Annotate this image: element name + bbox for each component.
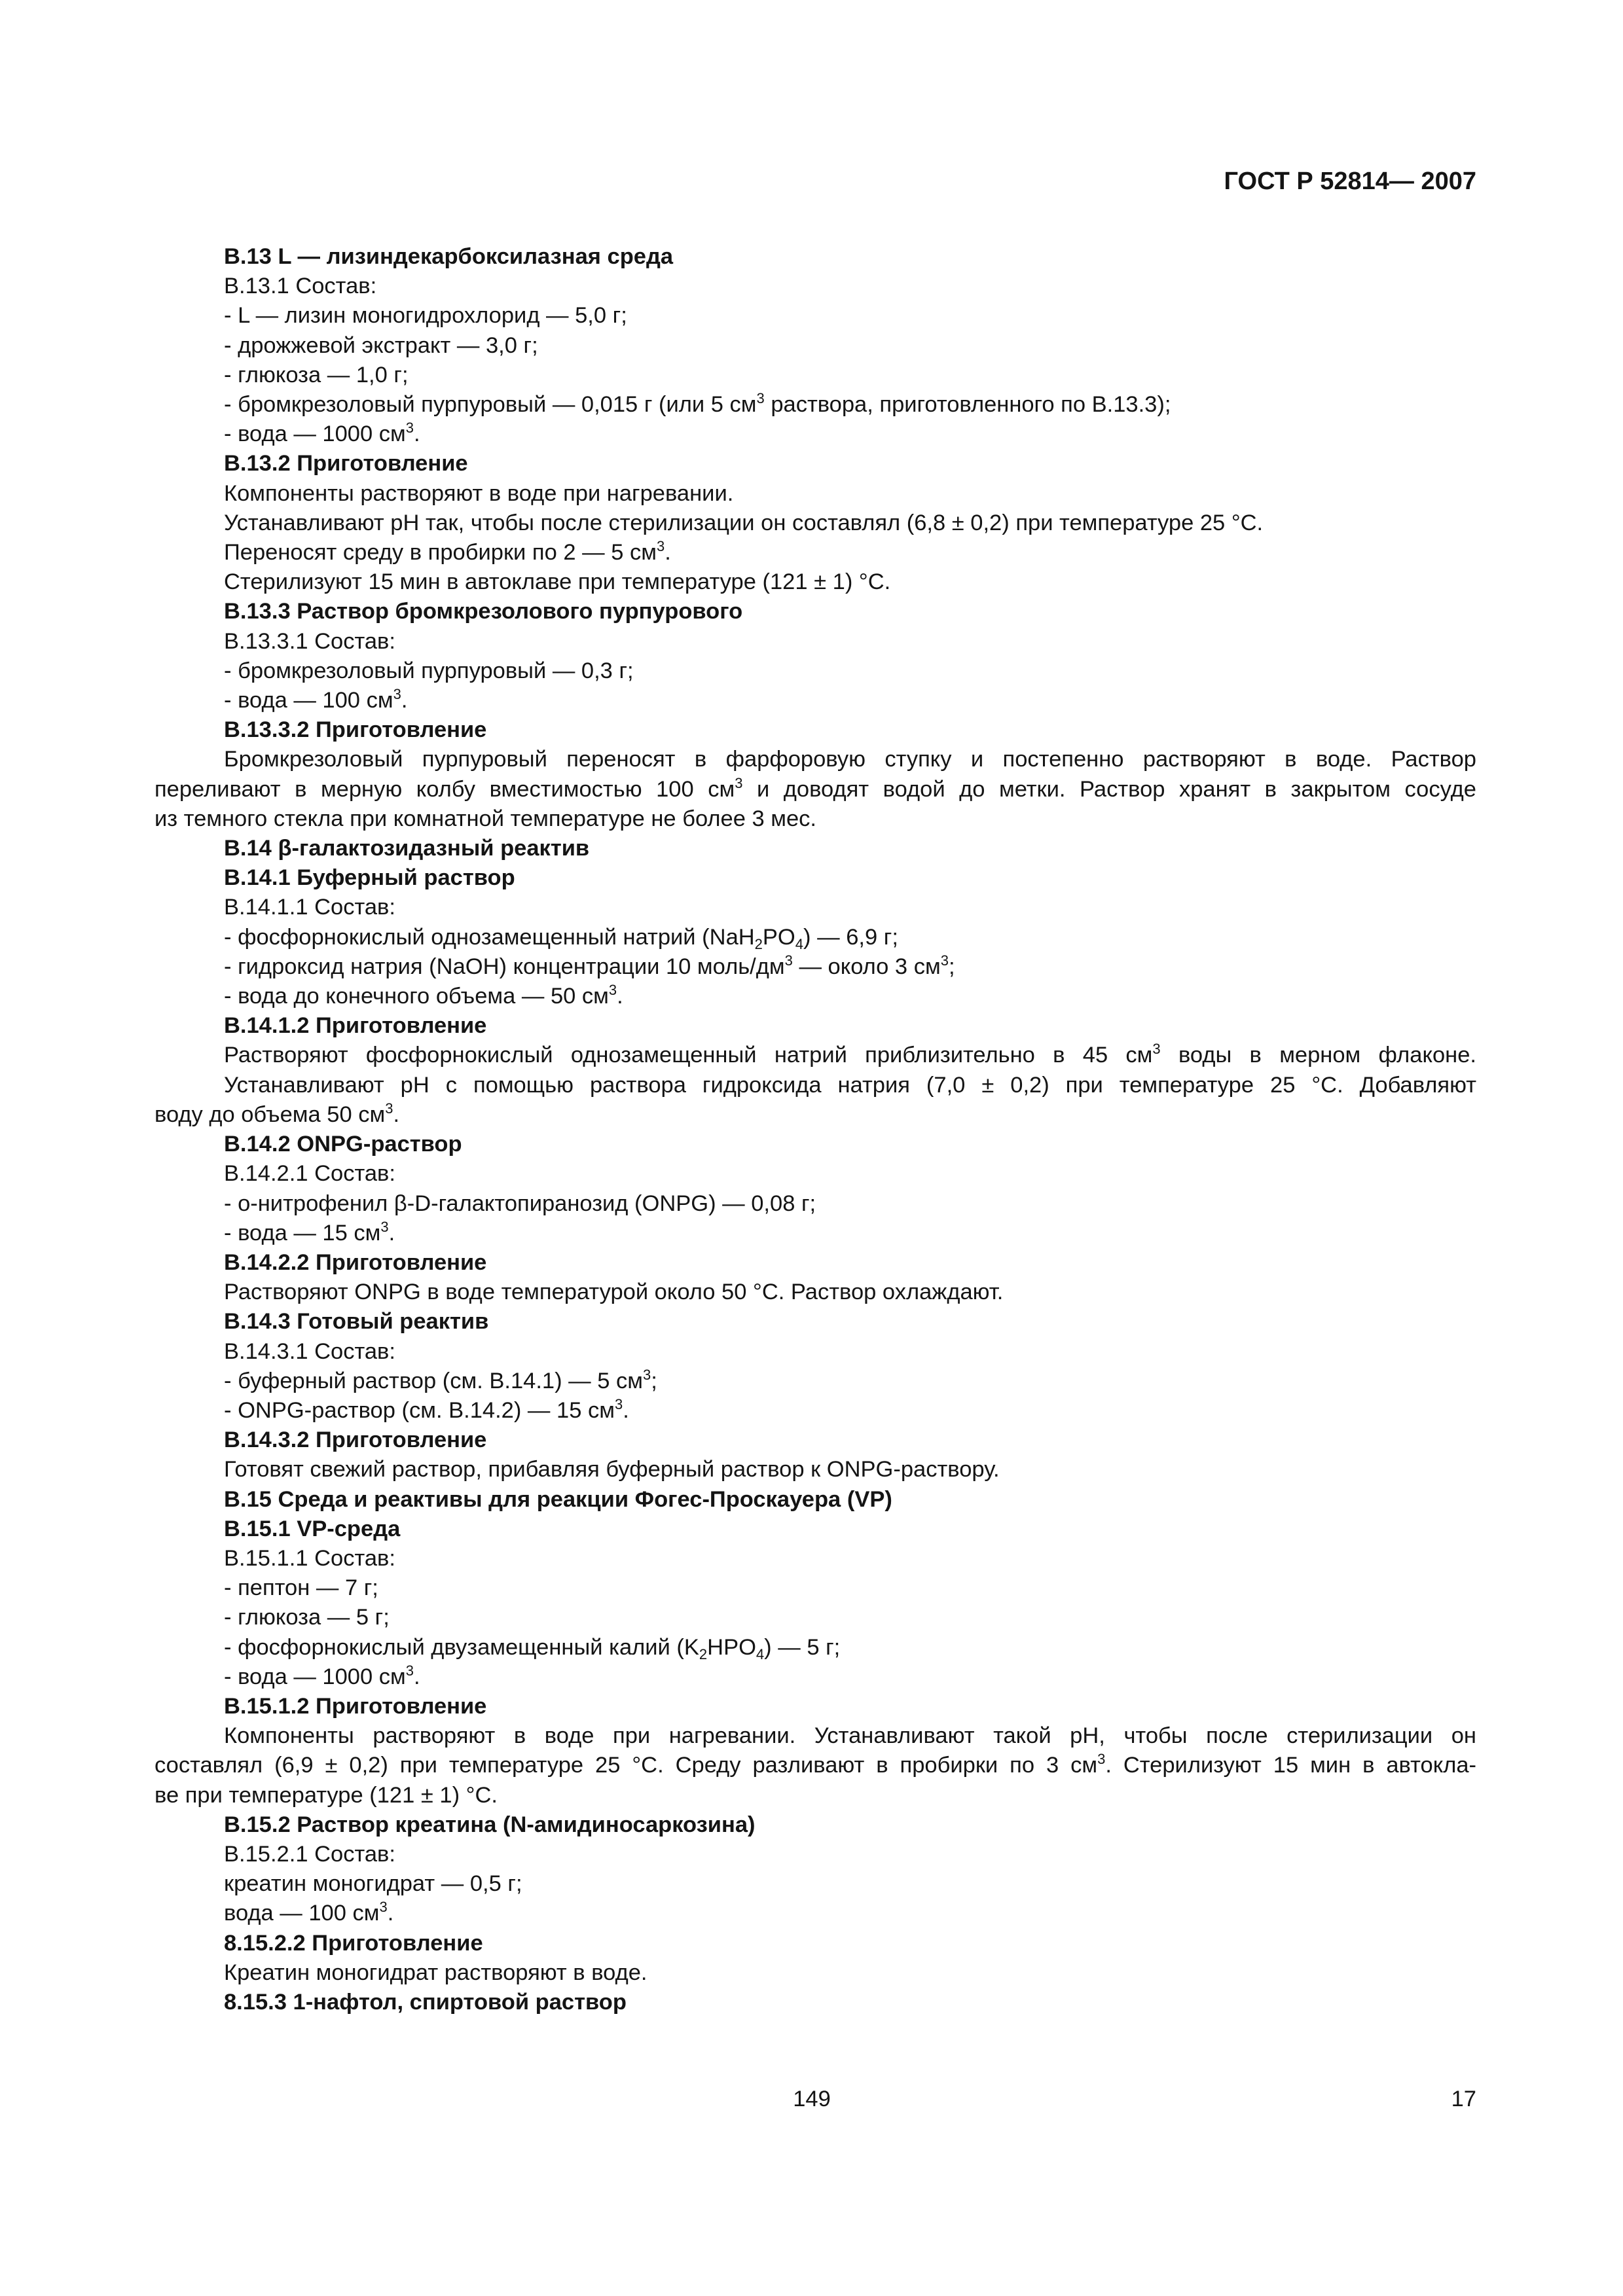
text-line: - вода — 100 $см^3$. [224, 686, 408, 713]
text-line: Растворяют ONPG в воде температурой около 50 °С. Раствор охлаждают. [224, 1280, 1004, 1305]
text-line: В.14.3.1 Состав: [224, 1338, 395, 1364]
text-line: из темного стекла при комнатной температуре не более 3 мес. [155, 806, 816, 831]
page-number-center: 149 [793, 2087, 831, 2111]
section-heading: 8.15.3 1-нафтол, спиртовой раствор [224, 1989, 627, 2015]
section-heading: В.13.3.2 Приготовление [224, 717, 487, 743]
section-heading: В.14.2 ONPG-раствор [224, 1132, 462, 1157]
text-line: - фосфорнокислый двузамещенный калий $(K_2HPO_4)$ — 5 г; [224, 1634, 841, 1662]
text-line: - глюкоза — 1,0 г; [224, 362, 409, 387]
text-line: - вода — 1000 $см^3$. [224, 1662, 420, 1689]
text-line: составлял (6,9 ± 0,2) при температуре 25 °С. Среду разливают в пробирки по 3 $см^3$. Стерилизуют 15 мин в автокла- [155, 1751, 1476, 1778]
text-line: Стерилизуют 15 мин в автоклаве при температуре (121 ± 1) °С. [224, 569, 891, 595]
text-line: В.13.1 Состав: [224, 274, 377, 299]
text-line: Устанавливают pH так, чтобы после стерилизации он составлял (6,8 ± 0,2) при температуре 25 °С. [224, 510, 1264, 535]
text-line: Компоненты растворяют в воде при нагревании. Устанавливают такой pH, чтобы после стерилизации он [224, 1723, 1476, 1749]
text-line: Бромкрезоловый пурпуровый переносят в фарфоровую ступку и постепенно растворяют в воде. Раствор [224, 747, 1476, 772]
text-line: вода — 100 $см^3$. [224, 1899, 394, 1926]
text-line: - о-нитрофенил β-D-галактопиранозид (ONPG) — 0,08 г; [224, 1191, 816, 1216]
text-line: В.13.3.1 Состав: [224, 628, 395, 654]
section-heading: В.15 Среда и реактивы для реакции Фогес-Проскауера (VP) [224, 1486, 892, 1512]
section-heading: В.13 L — лизиндекарбоксилазная среда [224, 244, 674, 269]
text-line: воду до объема 50 $см^3$. [155, 1100, 400, 1127]
section-heading: В.15.1.2 Приготовление [224, 1693, 487, 1719]
text-line: В.15.1.1 Состав: [224, 1545, 395, 1571]
section-heading: В.14.3.2 Приготовление [224, 1427, 487, 1453]
document-code-header: ГОСТ Р 52814— 2007 [1224, 168, 1476, 195]
section-heading: В.13.3 Раствор бромкрезолового пурпурового [224, 599, 743, 624]
text-line: - ONPG-раствор (см. В.14.2) — 15 $см^3$. [224, 1395, 629, 1423]
text-line: В.15.2.1 Состав: [224, 1841, 395, 1867]
page-number-right: 17 [1451, 2087, 1476, 2111]
text-line: креатин моногидрат — 0,5 г; [224, 1871, 522, 1897]
text-line: - буферный раствор (см. В.14.1) — 5 $см^3$; [224, 1366, 657, 1393]
section-heading: В.15.2 Раствор креатина (N-амидиносаркозина) [224, 1812, 756, 1837]
text-line: - вода до конечного объема — 50 $см^3$. [224, 982, 623, 1009]
text-line: - бромкрезоловый пурпуровый — 0,3 г; [224, 658, 634, 683]
text-line: переливают в мерную колбу вместимостью 100 $см^3$ и доводят водой до метки. Раствор хранят в закрытом сосуде [155, 774, 1476, 802]
document-body [155, 242, 1476, 2017]
text-line: ве при температуре (121 ± 1) °С. [155, 1782, 498, 1808]
section-heading: В.14.2.2 Приготовление [224, 1249, 487, 1275]
text-line: Компоненты растворяют в воде при нагревании. [224, 480, 734, 506]
text-line: В.14.2.1 Состав: [224, 1161, 395, 1187]
text-line: Растворяют фосфорнокислый однозамещенный натрий приблизительно в 45 $см^3$ воды в мерном флаконе. [224, 1041, 1476, 1068]
text-line: - гидроксид натрия (NaOH) концентрации 10 моль/$дм^3$ — около 3 $см^3$; [224, 952, 955, 979]
section-heading: В.14.1 Буферный раствор [224, 865, 515, 891]
text-line: - фосфорнокислый однозамещенный натрий $(NaH_2PO_4)$ — 6,9 г; [224, 924, 898, 952]
text-line: - вода — 15 $см^3$. [224, 1218, 395, 1246]
text-line: Готовят свежий раствор, прибавляя буферный раствор к ONPG-раствору. [224, 1457, 1000, 1482]
section-heading: В.14.1.2 Приготовление [224, 1013, 487, 1039]
section-heading: В.13.2 Приготовление [224, 451, 468, 476]
section-heading: В.14.3 Готовый реактив [224, 1309, 489, 1335]
text-line: Устанавливают pH с помощью раствора гидроксида натрия (7,0 ± 0,2) при температуре 25 °С. Добавляют [224, 1072, 1476, 1098]
text-line: - пептон — 7 г; [224, 1575, 378, 1601]
text-line: - бромкрезоловый пурпуровый — 0,015 г (или 5 $см^3$ раствора, приготовленного по В.13.3); [224, 390, 1171, 418]
section-heading: В.14 β-галактозидазный реактив [224, 836, 590, 861]
text-line: Креатин моногидрат растворяют в воде. [224, 1960, 647, 1985]
text-line: - L — лизин моногидрохлорид — 5,0 г; [224, 303, 627, 329]
text-line: В.14.1.1 Состав: [224, 895, 395, 920]
section-heading: 8.15.2.2 Приготовление [224, 1930, 483, 1956]
text-line: Переносят среду в пробирки по 2 — 5 $см^3$. [224, 538, 671, 565]
text-line: - вода — 1000 $см^3$. [224, 420, 420, 447]
section-heading: В.15.1 VP-среда [224, 1516, 401, 1541]
text-line: - глюкоза — 5 г; [224, 1605, 390, 1630]
text-line: - дрожжевой экстракт — 3,0 г; [224, 332, 538, 358]
